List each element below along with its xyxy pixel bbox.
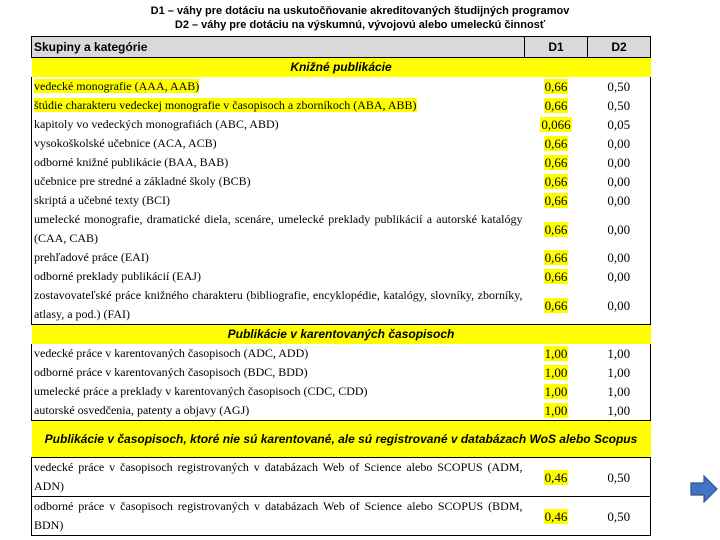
- d1-weight: [525, 497, 588, 536]
- d1-weight: [525, 267, 588, 286]
- category-label: odborné preklady publikácií (EAJ): [32, 267, 525, 286]
- column-header-d2: D2: [588, 37, 651, 58]
- column-header-d1: D1: [525, 37, 588, 58]
- category-label: prehľadové práce (EAI): [32, 248, 525, 267]
- d1-weight: [525, 458, 588, 497]
- section-heading-row: [32, 58, 651, 78]
- table-row: [32, 210, 651, 248]
- category-label: kapitoly vo vedeckých monografiách (ABC, ABD): [32, 115, 525, 134]
- d1-weight: [525, 248, 588, 267]
- category-label: skriptá a učebné texty (BCI): [32, 191, 525, 210]
- table-row: [32, 134, 651, 153]
- table-header-row: [32, 37, 651, 58]
- d1-weight-value: 0,066: [541, 117, 571, 132]
- column-header-category: Skupiny a kategórie: [32, 37, 525, 58]
- d1-weight-value: 0,66: [544, 221, 568, 237]
- table-row: [32, 77, 651, 96]
- d2-weight: 0,00: [588, 248, 651, 267]
- table-row: [32, 191, 651, 210]
- category-label: vysokoškolské učebnice (ACA, ACB): [32, 134, 525, 153]
- d1-weight-value: 0,66: [544, 297, 568, 313]
- d1-weight-value: 0,46: [544, 469, 568, 485]
- table-row: [32, 382, 651, 401]
- d2-weight: 0,00: [588, 286, 651, 325]
- header-line-d1: D1 – váhy pre dotáciu na uskutočňovanie akreditovaných študijných programov: [150, 5, 570, 17]
- d1-weight: [525, 401, 588, 421]
- section-title: Knižné publikácie: [32, 58, 651, 78]
- category-label: vedecké práce v časopisoch registrovaných v databázach Web of Science alebo SCOPUS (ADM, ADN): [32, 458, 525, 497]
- d2-weight: 0,05: [588, 115, 651, 134]
- d1-weight-value: 0,66: [544, 269, 568, 284]
- d1-weight: [525, 172, 588, 191]
- d2-weight: 0,50: [588, 497, 651, 536]
- d1-weight: [525, 210, 588, 248]
- section-title: Publikácie v karentovaných časopisoch: [32, 325, 651, 345]
- d1-weight: [525, 77, 588, 96]
- category-label: učebnice pre stredné a základné školy (BCB): [32, 172, 525, 191]
- d2-weight: 0,50: [588, 77, 651, 96]
- d2-weight: 0,00: [588, 172, 651, 191]
- d1-weight: [525, 363, 588, 382]
- d1-weight-value: 0,66: [544, 136, 568, 151]
- d2-weight: 1,00: [588, 401, 651, 421]
- category-label-text: vedecké monografie (AAA, AAB): [34, 79, 200, 93]
- table-row: [32, 363, 651, 382]
- d1-weight: [525, 382, 588, 401]
- d1-weight-value: 0,66: [544, 98, 568, 113]
- d1-weight: [525, 134, 588, 153]
- table-row: [32, 172, 651, 191]
- d1-weight-value: 0,66: [544, 250, 568, 265]
- table-row: [32, 96, 651, 115]
- d1-weight-value: 0,66: [544, 155, 568, 170]
- table-row: [32, 344, 651, 363]
- category-label: autorské osvedčenia, patenty a objavy (AGJ): [32, 401, 525, 421]
- d1-weight: [525, 115, 588, 134]
- category-label: umelecké monografie, dramatické diela, scenáre, umelecké preklady publikácií a autorské katalógy (CAA, CAB): [32, 210, 525, 248]
- table-row: [32, 497, 651, 536]
- section-heading-row: [32, 325, 651, 345]
- d1-weight-value: 1,00: [544, 346, 568, 361]
- d2-weight: 0,00: [588, 191, 651, 210]
- category-label: odborné práce v karentovaných časopisoch (BDC, BDD): [32, 363, 525, 382]
- section-title: Publikácie v časopisoch, ktoré nie sú karentované, ale sú registrované v databázach WoS alebo Scopus: [32, 421, 651, 458]
- d2-weight: 0,50: [588, 96, 651, 115]
- d2-weight: 0,00: [588, 134, 651, 153]
- d2-weight: 0,50: [588, 458, 651, 497]
- d2-weight: 0,00: [588, 210, 651, 248]
- d2-weight: 0,00: [588, 267, 651, 286]
- d1-weight-value: 0,66: [544, 174, 568, 189]
- table-row: [32, 153, 651, 172]
- d1-weight-value: 0,46: [544, 508, 568, 524]
- d1-weight-value: 1,00: [544, 365, 568, 380]
- section-heading-row: [32, 421, 651, 458]
- d1-weight-value: 1,00: [544, 384, 568, 399]
- table-row: [32, 286, 651, 325]
- weights-table: [31, 36, 651, 536]
- d2-weight: 1,00: [588, 344, 651, 363]
- d2-weight: 1,00: [588, 382, 651, 401]
- d1-weight: [525, 96, 588, 115]
- category-label: umelecké práce a preklady v karentovaných časopisoch (CDC, CDD): [32, 382, 525, 401]
- table-row: [32, 267, 651, 286]
- d1-weight: [525, 344, 588, 363]
- table-row: [32, 458, 651, 497]
- d1-weight-value: 0,66: [544, 193, 568, 208]
- table-row: [32, 401, 651, 421]
- d1-weight-value: 1,00: [544, 403, 568, 418]
- category-label: zostavovateľské práce knižného charakteru (bibliografie, encyklopédie, katalógy, slovníky, zborníky, atlasy, a pod.) (FAI): [32, 286, 525, 325]
- category-label: vedecké práce v karentovaných časopisoch (ADC, ADD): [32, 344, 525, 363]
- d1-weight: [525, 286, 588, 325]
- d2-weight: 1,00: [588, 363, 651, 382]
- d2-weight: 0,00: [588, 153, 651, 172]
- header-line-d2: D2 – váhy pre dotáciu na výskumnú, vývojovú alebo umeleckú činnosť: [174, 19, 546, 31]
- d1-weight: [525, 191, 588, 210]
- category-label-text: štúdie charakteru vedeckej monografie v časopisoch a zborníkoch (ABA, ABB): [34, 98, 417, 112]
- category-label: [32, 96, 525, 115]
- right-arrow-icon[interactable]: [690, 475, 718, 503]
- d1-weight: [525, 153, 588, 172]
- category-label: [32, 77, 525, 96]
- category-label: odborné práce v časopisoch registrovaných v databázach Web of Science alebo SCOPUS (BDM, BDN): [32, 497, 525, 536]
- d1-weight-value: 0,66: [544, 79, 568, 94]
- category-label: odborné knižné publikácie (BAA, BAB): [32, 153, 525, 172]
- table-row: [32, 115, 651, 134]
- table-row: [32, 248, 651, 267]
